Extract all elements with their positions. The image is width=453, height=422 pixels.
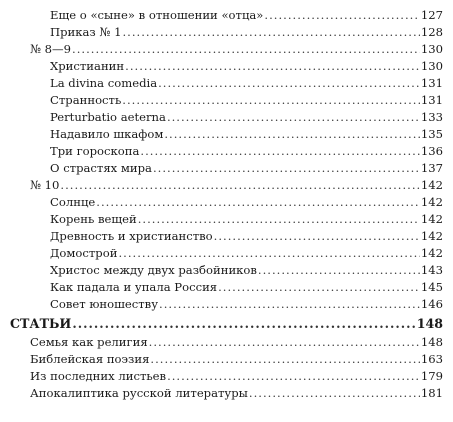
toc-entry-page: 142 bbox=[420, 212, 443, 226]
toc-entry-page: 145 bbox=[420, 280, 443, 294]
toc-entry-title: Надавило шкафом bbox=[50, 127, 164, 141]
toc-leader-dots bbox=[167, 110, 420, 124]
toc-entry-page: 142 bbox=[420, 195, 443, 209]
toc-entry-page: 130 bbox=[420, 42, 443, 56]
toc-leader-dots bbox=[125, 59, 420, 73]
toc-entry-title: Христианин bbox=[50, 59, 125, 73]
toc-entry[interactable] bbox=[50, 246, 443, 260]
toc-entry[interactable] bbox=[50, 25, 443, 39]
toc-entry[interactable] bbox=[50, 212, 443, 226]
toc-leader-dots bbox=[218, 280, 420, 294]
toc-entry-title: Солнце bbox=[50, 195, 96, 209]
toc-entry-title: Как падала и упала Россия bbox=[50, 280, 218, 294]
toc-entry-title: Христос между двух разбойников bbox=[50, 263, 257, 277]
toc-section-page: 148 bbox=[416, 316, 443, 331]
toc-entry-title: Домострой bbox=[50, 246, 118, 260]
toc-entry[interactable] bbox=[50, 144, 443, 158]
toc-entry-title: Из последних листьев bbox=[30, 369, 167, 383]
toc-leader-dots bbox=[118, 246, 419, 260]
toc-section-title: СТАТЬИ bbox=[10, 316, 72, 331]
toc-entry-page: 128 bbox=[420, 25, 443, 39]
toc-entry-title: Странность bbox=[50, 93, 122, 107]
toc-entry-title: Еще о «сыне» в отношении «отца» bbox=[50, 8, 264, 22]
toc-entry-page: 136 bbox=[420, 144, 443, 158]
toc-leader-dots bbox=[167, 369, 420, 383]
toc-entry[interactable] bbox=[50, 8, 443, 22]
toc-entry[interactable] bbox=[50, 59, 443, 73]
toc-entry[interactable] bbox=[30, 386, 443, 400]
toc-entry[interactable] bbox=[50, 110, 443, 124]
toc-entry[interactable] bbox=[30, 352, 443, 366]
toc-leader-dots bbox=[149, 335, 420, 349]
toc-entry-page: 133 bbox=[420, 110, 443, 124]
toc-leader-dots bbox=[72, 316, 415, 332]
toc-entry[interactable] bbox=[50, 195, 443, 209]
toc-leader-dots bbox=[264, 8, 419, 22]
toc-entry-page: 142 bbox=[420, 229, 443, 243]
toc-entry-title: Апокалиптика русской литературы bbox=[30, 386, 248, 400]
toc-leader-dots bbox=[96, 195, 420, 209]
toc-entry-title: Древность и христианство bbox=[50, 229, 213, 243]
toc-entry[interactable] bbox=[30, 42, 443, 56]
toc-entry-page: 142 bbox=[420, 178, 443, 192]
toc-entry-page: 135 bbox=[420, 127, 443, 141]
toc-entry-page: 179 bbox=[420, 369, 443, 383]
toc-entry-title: Корень вещей bbox=[50, 212, 137, 226]
toc-entry-page: 137 bbox=[420, 161, 443, 175]
toc-entry-title: № 8—9 bbox=[30, 42, 72, 56]
toc-entry[interactable] bbox=[50, 263, 443, 277]
toc-entry-title: Perturbatio aeterna bbox=[50, 110, 166, 124]
toc-leader-dots bbox=[122, 25, 419, 39]
toc-entry[interactable] bbox=[50, 297, 443, 311]
toc-leader-dots bbox=[214, 229, 420, 243]
toc-leader-dots bbox=[60, 178, 419, 192]
toc-entry-page: 130 bbox=[420, 59, 443, 73]
toc-section-heading[interactable] bbox=[10, 316, 443, 332]
toc-leader-dots bbox=[158, 76, 420, 90]
toc-entry-page: 131 bbox=[420, 76, 443, 90]
toc-leader-dots bbox=[249, 386, 420, 400]
toc-entry-page: 127 bbox=[420, 8, 443, 22]
toc-entry[interactable] bbox=[30, 369, 443, 383]
toc-entry-page: 163 bbox=[420, 352, 443, 366]
toc-entry[interactable] bbox=[50, 93, 443, 107]
toc-leader-dots bbox=[122, 93, 420, 107]
toc-entry-title: Совет юношеству bbox=[50, 297, 159, 311]
toc-entry[interactable] bbox=[50, 76, 443, 90]
toc-entry-title: La divina comedia bbox=[50, 76, 158, 90]
toc-entry[interactable] bbox=[30, 335, 443, 349]
toc-entry[interactable] bbox=[50, 127, 443, 141]
toc-entry-title: Семья как религия bbox=[30, 335, 148, 349]
toc-entry-title: Библейская поэзия bbox=[30, 352, 150, 366]
toc-leader-dots bbox=[150, 352, 419, 366]
toc-leader-dots bbox=[159, 297, 420, 311]
toc-entry-title: № 10 bbox=[30, 178, 60, 192]
toc-entry-page: 148 bbox=[420, 335, 443, 349]
toc-entry[interactable] bbox=[50, 161, 443, 175]
toc-entry[interactable] bbox=[30, 178, 443, 192]
toc-leader-dots bbox=[258, 263, 420, 277]
toc-entry-title: Приказ № 1 bbox=[50, 25, 122, 39]
toc-entry-page: 142 bbox=[420, 246, 443, 260]
toc-leader-dots bbox=[72, 42, 420, 56]
toc-leader-dots bbox=[164, 127, 419, 141]
toc-leader-dots bbox=[140, 144, 419, 158]
toc-entry-page: 181 bbox=[420, 386, 443, 400]
toc-entry-title: О страстях мира bbox=[50, 161, 152, 175]
toc-entry[interactable] bbox=[50, 280, 443, 294]
toc-entry-page: 143 bbox=[420, 263, 443, 277]
toc-entry-title: Три гороскопа bbox=[50, 144, 140, 158]
toc-entry-page: 131 bbox=[420, 93, 443, 107]
toc-entry[interactable] bbox=[50, 229, 443, 243]
toc-leader-dots bbox=[138, 212, 420, 226]
toc-leader-dots bbox=[153, 161, 420, 175]
toc-entry-page: 146 bbox=[420, 297, 443, 311]
